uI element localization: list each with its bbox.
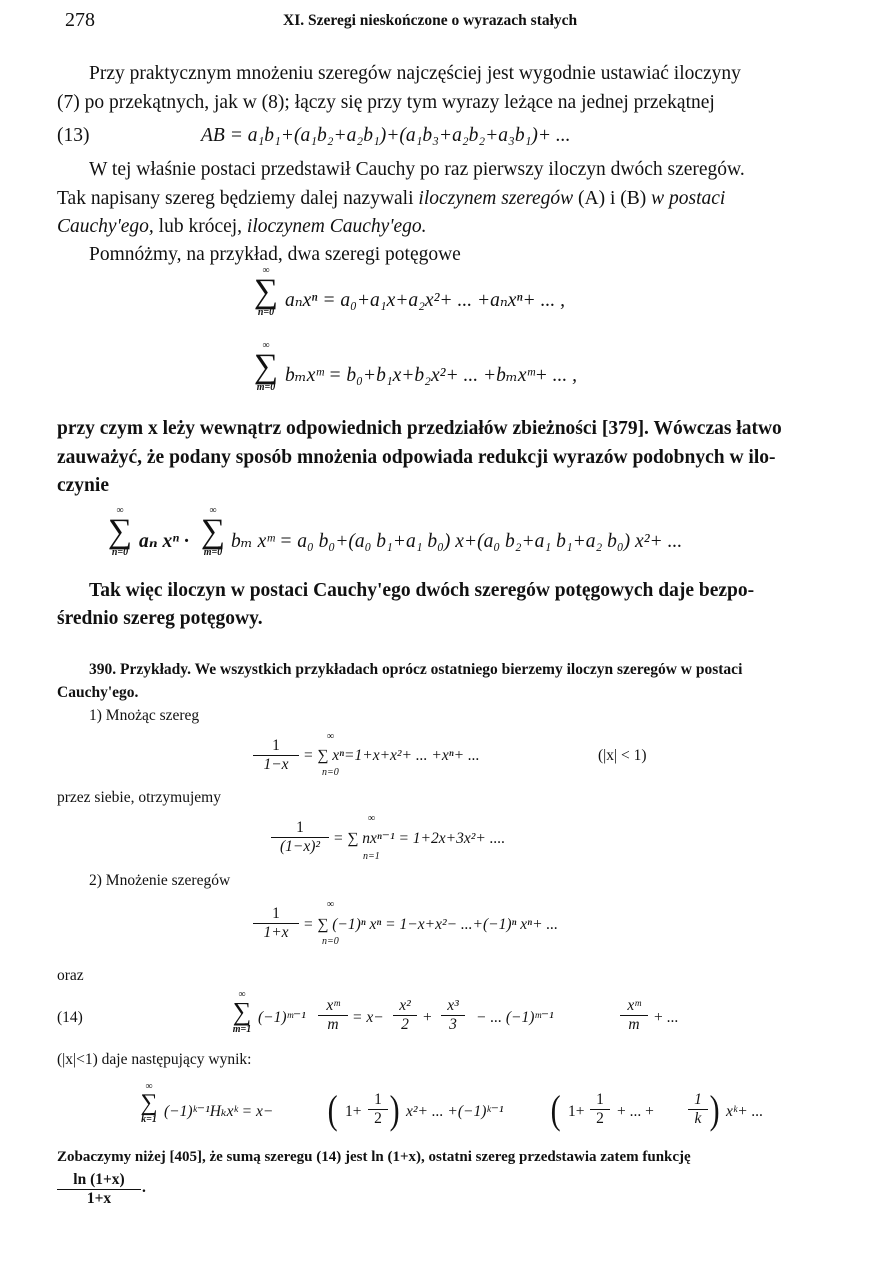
sum-upper-limit: ∞	[262, 340, 270, 351]
sum-symbol	[230, 990, 254, 1035]
paragraph-line: Pomnóżmy, na przykład, dwa szeregi potęgowe	[89, 244, 461, 265]
right-paren: )	[709, 1087, 720, 1132]
text-span: Tak napisany szereg będziemy dalej nazywali	[57, 188, 419, 209]
paragraph-line: przy czym x leży wewnątrz odpowiednich przedziałów zbieżności [379]. Wówczas łatwo	[57, 418, 782, 439]
formula-part: + ... +	[617, 1103, 654, 1120]
fraction-numerator: xᵐ	[620, 998, 648, 1016]
fraction	[253, 738, 299, 772]
section-title: Przykłady.	[120, 661, 192, 678]
sum-symbol	[199, 506, 227, 558]
emphasis-term: iloczynem szeregów	[418, 188, 574, 209]
sum-upper-limit: ∞	[116, 505, 124, 516]
paragraph-line: Tak więc iloczyn w postaci Cauchy'ego dwóch szeregów potęgowych daje bezpo-	[89, 580, 755, 601]
fraction	[620, 998, 648, 1032]
product-formula: bₘ xᵐ = a₀ b₀+(a₀ b₁+a₁ b₀) x+(a₀ b₂+a₁ b₁+a₂ b₀) x²+ ...	[231, 531, 683, 552]
fraction-denominator: 1+x	[263, 923, 289, 941]
section-heading-line	[89, 662, 742, 678]
fraction	[590, 1092, 610, 1126]
formula-part: + ...	[654, 1009, 679, 1026]
formula-part: (−1)ᵐ⁻¹	[258, 1009, 306, 1026]
sum-lower-limit: n=0	[322, 936, 339, 947]
fraction-denominator: 2	[596, 1109, 604, 1127]
fraction-numerator: 1	[253, 738, 299, 756]
fraction-numerator: x²	[393, 998, 417, 1016]
formula-part: 1+	[568, 1103, 585, 1120]
formula: = ∑ xⁿ=1+x+x²+ ... +xⁿ+ ...	[303, 747, 480, 764]
formula-part: − ... (−1)ᵐ⁻¹	[476, 1009, 554, 1026]
paragraph-line: czynie	[57, 475, 109, 496]
fraction	[271, 820, 329, 854]
section-number: 390.	[89, 661, 117, 678]
paragraph-line: (|x|<1) daje następujący wynik:	[57, 1051, 252, 1068]
fraction-denominator: k	[694, 1109, 702, 1127]
equation-13: AB = a₁b₁+(a₁b₂+a₂b₁)+(a₁b₃+a₂b₂+a₃b₁)+ ...	[201, 125, 571, 146]
equation-label: (14)	[57, 1009, 83, 1026]
sum-lower-limit: n=0	[322, 767, 339, 778]
sum-lower-limit: m=0	[256, 382, 276, 394]
formula-part: (−1)ᵏ⁻¹Hₖxᵏ = x−	[164, 1103, 274, 1120]
convergence-condition: (|x| < 1)	[598, 747, 647, 764]
sum-lower-limit: n=0	[111, 547, 129, 559]
fraction	[253, 906, 299, 940]
fraction-denominator: (1−x)²	[279, 837, 321, 855]
emphasis-term: iloczynem Cauchy'ego.	[246, 216, 427, 237]
paragraph-line	[57, 189, 725, 209]
fraction-numerator: 1	[368, 1092, 388, 1110]
left-paren: (	[327, 1087, 338, 1132]
fraction	[368, 1092, 388, 1126]
sum-upper-limit: ∞	[238, 989, 246, 1000]
sigma-glyph: ∑	[140, 1090, 158, 1116]
section-intro: We wszystkich przykładach oprócz ostatniego bierzemy iloczyn szeregów w postaci	[191, 661, 743, 678]
emphasis-term: Cauchy'ego,	[57, 216, 154, 237]
formula-part: = x−	[352, 1009, 384, 1026]
sigma-glyph: ∑	[253, 273, 279, 310]
sigma-glyph: ∑	[253, 348, 279, 385]
sum-upper-limit: ∞	[327, 899, 335, 910]
sum-upper-limit: ∞	[327, 731, 335, 742]
series-b-formula: bₘxᵐ = b₀+b₁x+b₂x²+ ... +bₘxᵐ+ ... ,	[285, 365, 578, 386]
text-span: (A) i (B)	[573, 188, 652, 209]
fraction-numerator: 1	[590, 1092, 610, 1110]
paragraph-line: (7) po przekątnych, jak w (8); łączy się przy tym wyrazy leżące na jednej przekątnej	[57, 92, 715, 113]
formula-part: +	[423, 1009, 432, 1026]
connector-word: oraz	[57, 967, 84, 984]
sum-symbol	[138, 1082, 160, 1125]
emphasis-term: w postaci	[651, 188, 726, 209]
fraction-numerator: 1	[688, 1092, 708, 1110]
sum-upper-limit: ∞	[209, 505, 217, 516]
series-a-formula: aₙxⁿ = a₀+a₁x+a₂x²+ ... +aₙxⁿ+ ... ,	[285, 290, 565, 311]
equation-label: (13)	[57, 125, 90, 146]
fraction	[318, 998, 348, 1032]
sum-upper-limit: ∞	[368, 813, 376, 824]
fraction	[441, 998, 465, 1032]
formula-part: 1+	[345, 1103, 362, 1120]
paragraph-line: średnio szereg potęgowy.	[57, 608, 263, 629]
left-paren: (	[550, 1087, 561, 1132]
formula-part: xᵏ+ ...	[726, 1103, 764, 1120]
fraction-numerator: xᵐ	[318, 998, 348, 1016]
sum-symbol	[252, 266, 280, 318]
sum-upper-limit: ∞	[145, 1081, 153, 1092]
formula: = ∑ nxⁿ⁻¹ = 1+2x+3x²+ ....	[333, 830, 506, 847]
sum-lower-limit: n=0	[257, 307, 275, 319]
paragraph-line	[57, 217, 427, 237]
text-span: lub krócej,	[153, 216, 247, 237]
fraction-denominator: m	[628, 1015, 640, 1033]
fraction	[393, 998, 417, 1032]
fraction-numerator: ln (1+x)	[57, 1172, 141, 1190]
sum-lower-limit: m=0	[203, 547, 223, 559]
sigma-glyph: ∑	[200, 513, 226, 550]
fraction-numerator: x³	[441, 998, 465, 1016]
sum-lower-limit: n=1	[363, 851, 380, 862]
formula-part: x²+ ... +(−1)ᵏ⁻¹	[406, 1103, 504, 1120]
fraction	[688, 1092, 708, 1126]
fraction-denominator: 1+x	[86, 1189, 112, 1207]
right-paren: )	[389, 1087, 400, 1132]
fraction-denominator: 2	[401, 1015, 409, 1033]
sum-symbol	[252, 341, 280, 393]
fraction	[57, 1172, 141, 1206]
sigma-glyph: ∑	[107, 513, 133, 550]
sigma-glyph: ∑	[232, 997, 252, 1026]
end-period: .	[142, 1179, 146, 1196]
fraction-denominator: m	[327, 1015, 339, 1033]
sum-upper-limit: ∞	[262, 265, 270, 276]
fraction-numerator: 1	[271, 820, 329, 838]
paragraph-line: W tej właśnie postaci przedstawił Cauchy po raz pierwszy iloczyn dwóch szeregów.	[89, 159, 745, 180]
paragraph-line: Przy praktycznym mnożeniu szeregów najczęściej jest wygodnie ustawiać iloczyny	[89, 63, 741, 84]
paragraph-line: zauważyć, że podany sposób mnożenia odpowiada redukcji wyrazów podobnych w ilo-	[57, 447, 776, 468]
sum-lower-limit: k=1	[141, 1113, 157, 1125]
sum-lower-limit: m=1	[232, 1023, 252, 1035]
page-number: 278	[65, 9, 95, 31]
fraction-denominator: 1−x	[263, 755, 289, 773]
paragraph-line: przez siebie, otrzymujemy	[57, 789, 221, 806]
formula: = ∑ (−1)ⁿ xⁿ = 1−x+x²− ...+(−1)ⁿ xⁿ+ ...	[303, 916, 559, 933]
sum-symbol	[106, 506, 134, 558]
product-term-a: aₙ xⁿ ·	[139, 531, 189, 552]
paragraph-line: Cauchy'ego.	[57, 684, 139, 701]
example-label: 1) Mnożąc szereg	[89, 707, 200, 724]
fraction-denominator: 2	[374, 1109, 382, 1127]
example-label: 2) Mnożenie szeregów	[89, 872, 231, 889]
fraction-numerator: 1	[253, 906, 299, 924]
running-title: XI. Szeregi nieskończone o wyrazach stałych	[283, 12, 578, 29]
fraction-denominator: 3	[449, 1015, 457, 1033]
paragraph-line: Zobaczymy niżej [405], że sumą szeregu (14) jest ln (1+x), ostatni szereg przedstawia zatem funkcję	[57, 1149, 691, 1165]
